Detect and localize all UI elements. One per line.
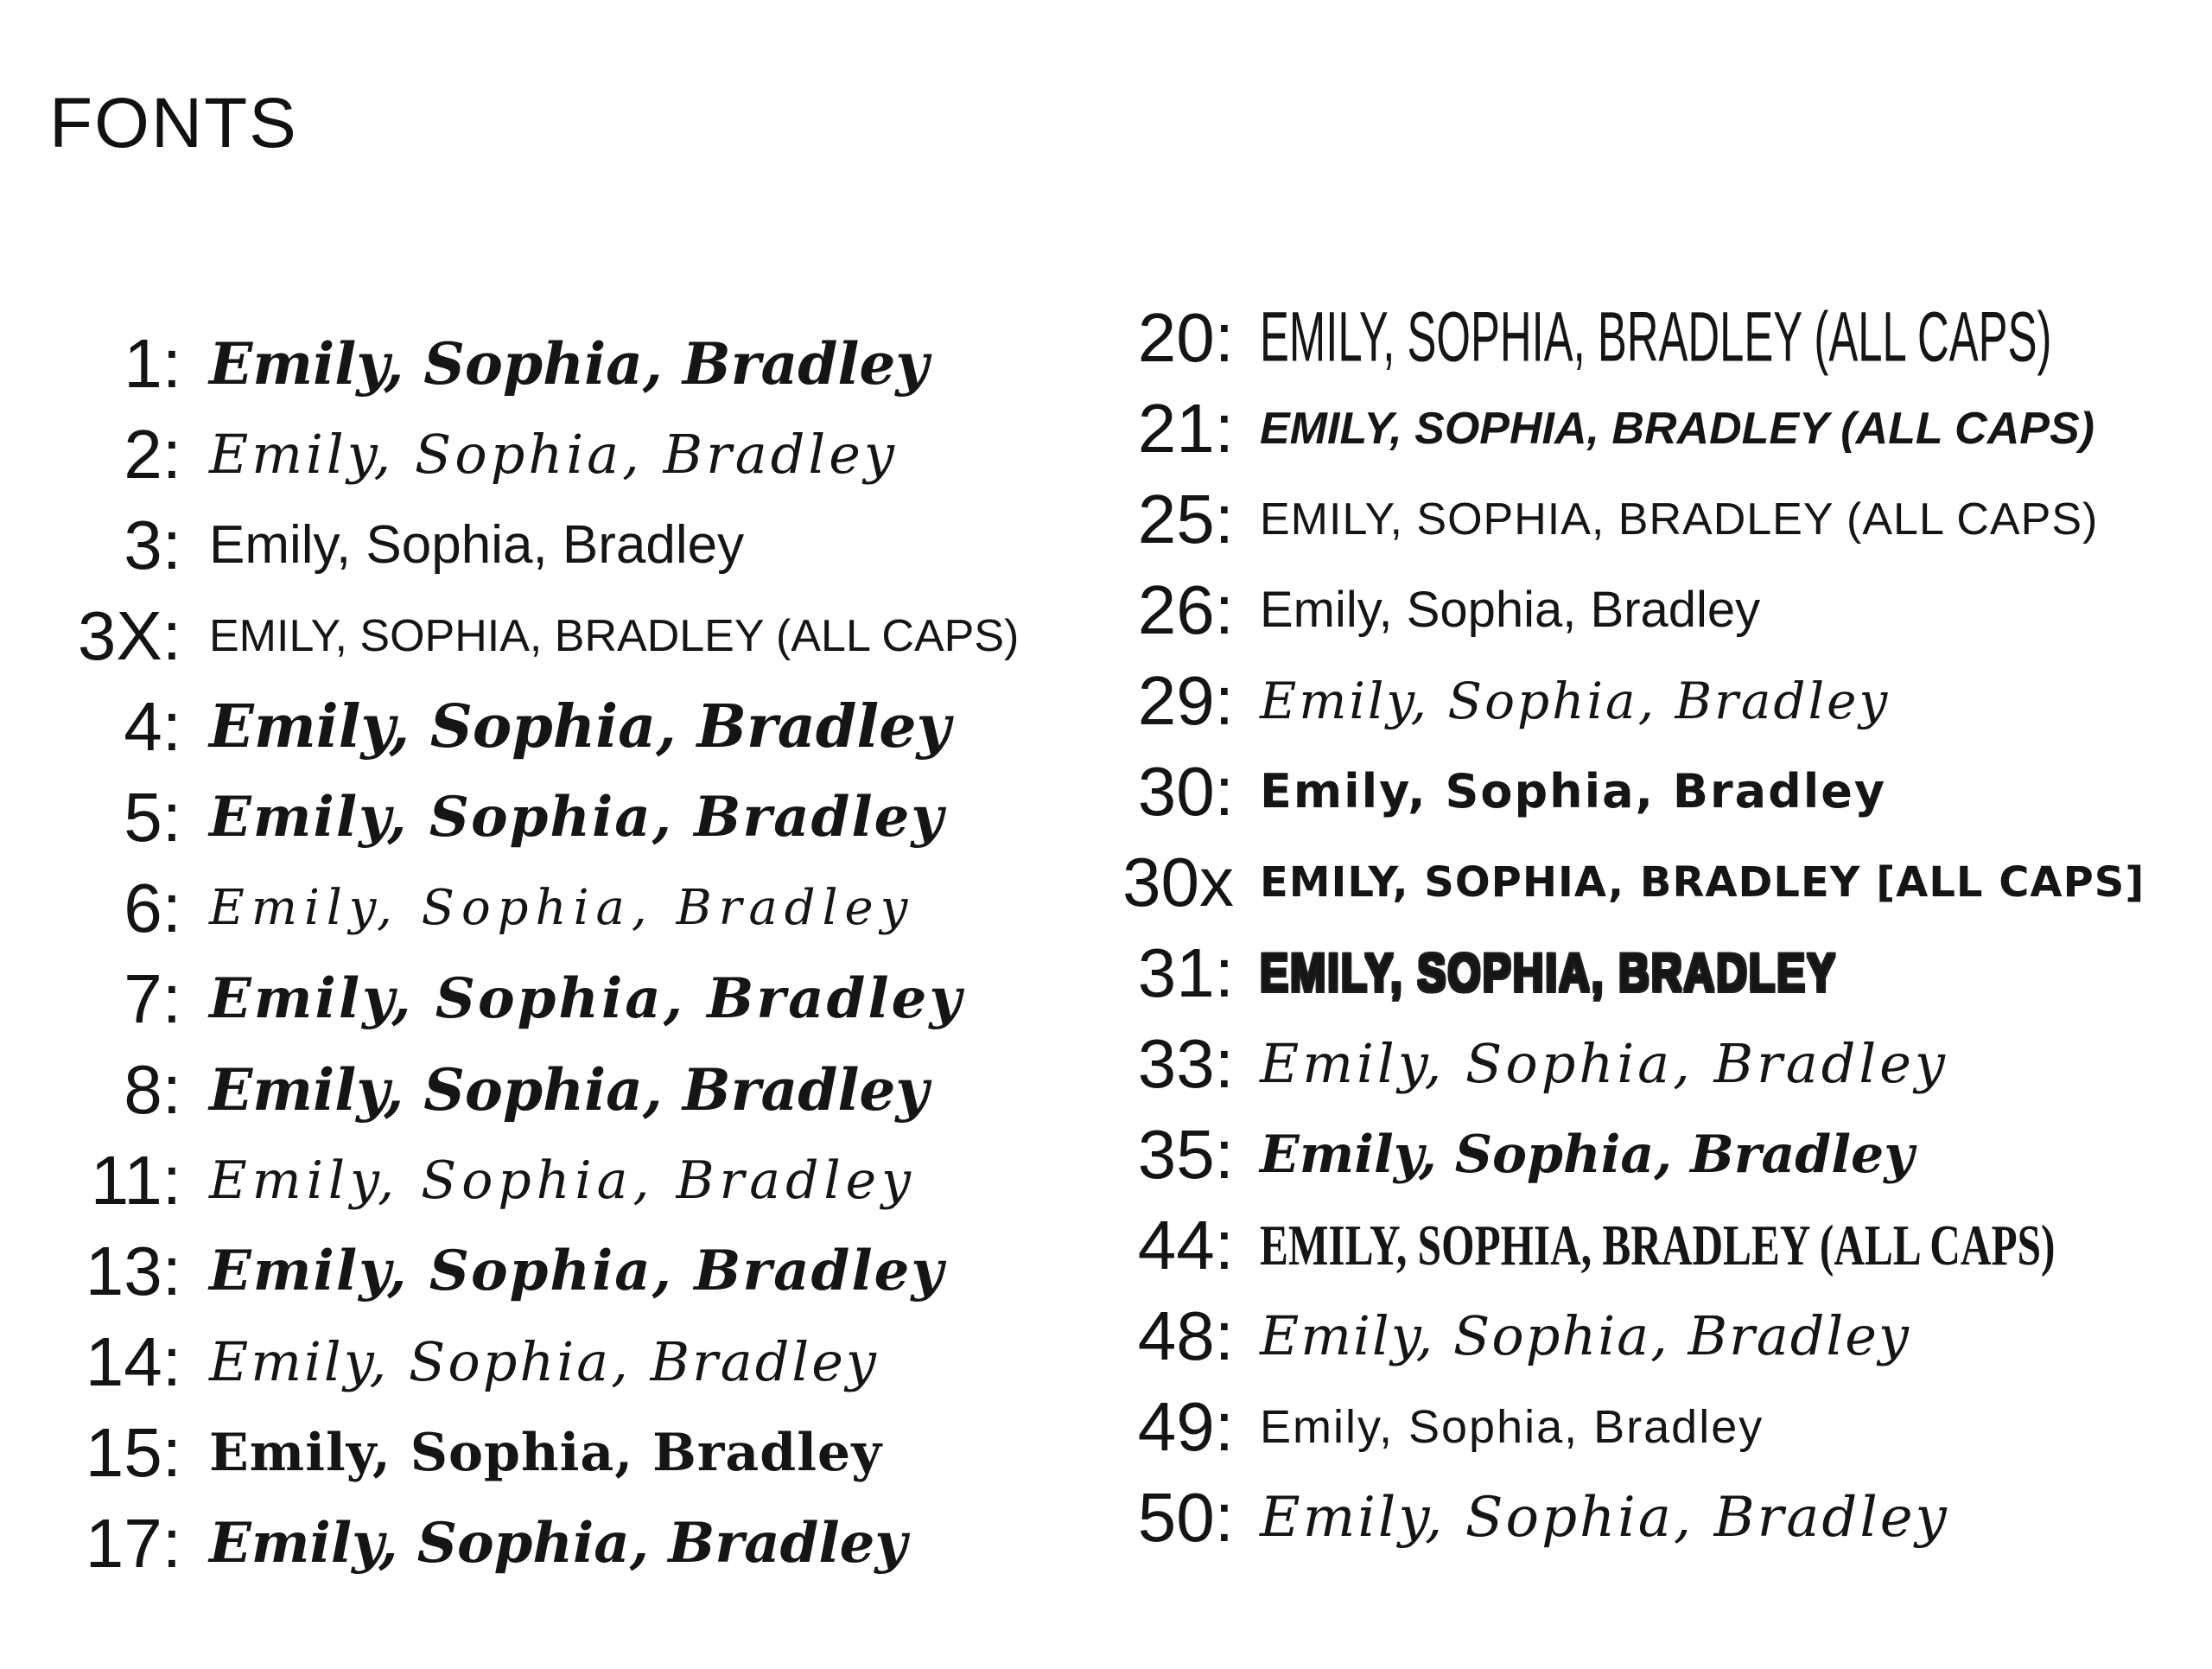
font-sample-text: Emily, Sophia, Bradley bbox=[209, 965, 964, 1031]
font-sample-text: Emily, Sophia, Bradley bbox=[1260, 1303, 1910, 1367]
font-sample-text: EMILY, SOPHIA, BRADLEY [ALL CAPS] bbox=[1260, 857, 2145, 907]
font-number: 50: bbox=[1137, 1478, 1234, 1556]
font-row-15 bbox=[35, 1407, 1071, 1498]
font-row-50 bbox=[1096, 1472, 2210, 1563]
font-number: 29: bbox=[1137, 661, 1234, 739]
font-sample-text: Emily, Sophia, Bradley bbox=[209, 422, 898, 486]
font-number: 8: bbox=[124, 1050, 181, 1128]
font-row-20 bbox=[1096, 292, 2210, 383]
font-sample-text: Emily, Sophia, Bradley bbox=[209, 879, 915, 936]
font-number: 30x bbox=[1122, 843, 1234, 920]
font-number: 13: bbox=[85, 1232, 181, 1309]
font-row-14 bbox=[35, 1316, 1071, 1407]
font-number: 31: bbox=[1137, 933, 1234, 1011]
font-sample-text: Emily, Sophia, Bradley bbox=[1260, 763, 1887, 819]
font-row-44 bbox=[1096, 1200, 2210, 1290]
font-number: 30: bbox=[1137, 752, 1234, 830]
font-number: 2: bbox=[124, 415, 181, 493]
font-row-13 bbox=[35, 1226, 1071, 1316]
font-sample-text: Emily, Sophia, Bradley bbox=[209, 784, 945, 850]
font-row-48 bbox=[1096, 1290, 2210, 1381]
font-row-21 bbox=[1096, 383, 2210, 474]
font-number: 5: bbox=[124, 778, 181, 856]
font-sample-text: Emily, Sophia, Bradley bbox=[1260, 1031, 1948, 1095]
font-row-25 bbox=[1096, 474, 2210, 564]
font-sample-text: Emily, Sophia, Bradley bbox=[209, 1510, 907, 1576]
font-sample-text: Emily, Sophia, Bradley bbox=[209, 1150, 917, 1211]
font-number: 3: bbox=[124, 506, 181, 583]
font-sample-text: EMILY, SOPHIA, BRADLEY (ALL CAPS) bbox=[1260, 297, 2052, 377]
font-number: 14: bbox=[85, 1322, 181, 1400]
font-number: 3X: bbox=[77, 596, 181, 674]
font-sample-text: Emily, Sophia, Bradley bbox=[1260, 1124, 1915, 1185]
font-number: 48: bbox=[1137, 1296, 1234, 1374]
font-row-17 bbox=[35, 1498, 1071, 1589]
font-number: 1: bbox=[124, 324, 181, 402]
font-row-33 bbox=[1096, 1018, 2210, 1109]
font-row-5 bbox=[35, 772, 1071, 863]
font-number: 7: bbox=[124, 959, 181, 1037]
font-number: 6: bbox=[124, 869, 181, 946]
font-sample-text: Emily, Sophia, Bradley bbox=[209, 1055, 929, 1124]
font-sample-text: EMILY, SOPHIA, BRADLEY bbox=[1260, 943, 1838, 1003]
font-row-3 bbox=[35, 500, 1071, 590]
font-column-right bbox=[1096, 292, 2210, 1563]
font-number: 26: bbox=[1137, 570, 1234, 648]
font-number: 17: bbox=[85, 1504, 181, 1582]
font-sample-text: EMILY, SOPHIA, BRADLEY (ALL CAPS) bbox=[1260, 403, 2094, 454]
font-row-30 bbox=[1096, 746, 2210, 837]
font-sample-text: Emily, Sophia, Bradley bbox=[209, 1422, 883, 1483]
font-row-29 bbox=[1096, 655, 2210, 746]
font-number: 25: bbox=[1137, 480, 1234, 557]
font-sample-text: Emily, Sophia, Bradley bbox=[209, 1329, 879, 1393]
font-number: 49: bbox=[1137, 1387, 1234, 1465]
font-sample-text: Emily, Sophia, Bradley bbox=[1260, 1485, 1949, 1550]
font-row-49 bbox=[1096, 1381, 2210, 1472]
font-row-31 bbox=[1096, 927, 2210, 1018]
font-number: 33: bbox=[1137, 1024, 1234, 1102]
font-number: 35: bbox=[1137, 1115, 1234, 1193]
font-sample-text: Emily, Sophia, Bradley bbox=[1260, 671, 1891, 730]
font-number: 4: bbox=[124, 687, 181, 765]
font-number: 44: bbox=[1137, 1206, 1234, 1284]
font-row-30x bbox=[1096, 837, 2210, 927]
font-number: 21: bbox=[1137, 389, 1234, 467]
page-title: FONTS bbox=[49, 84, 298, 162]
font-row-4 bbox=[35, 681, 1071, 772]
font-sample-text: Emily, Sophia, Bradley bbox=[209, 329, 929, 398]
font-number: 20: bbox=[1137, 298, 1234, 376]
font-row-1 bbox=[35, 318, 1071, 409]
font-column-left bbox=[35, 318, 1071, 1589]
font-row-11 bbox=[35, 1135, 1071, 1226]
font-sample-text: EMILY, SOPHIA, BRADLEY (ALL CAPS) bbox=[1260, 494, 2099, 545]
font-row-6 bbox=[35, 863, 1071, 953]
font-sample-text: Emily, Sophia, Bradley bbox=[209, 1238, 945, 1303]
font-sample-text: Emily, Sophia, Bradley bbox=[1260, 581, 1761, 638]
font-sample-text: Emily, Sophia, Bradley bbox=[209, 514, 745, 575]
font-row-8 bbox=[35, 1044, 1071, 1135]
font-row-35 bbox=[1096, 1109, 2210, 1200]
font-number: 11: bbox=[90, 1141, 181, 1219]
font-sample-text: Emily, Sophia, Bradley bbox=[1260, 1400, 1764, 1453]
font-number: 15: bbox=[85, 1413, 181, 1491]
font-sample-text: EMILY, SOPHIA, BRADLEY (ALL CAPS) bbox=[1260, 1212, 2056, 1277]
font-row-7 bbox=[35, 953, 1071, 1044]
font-row-26 bbox=[1096, 564, 2210, 655]
font-sample-text: Emily, Sophia, Bradley bbox=[209, 691, 951, 761]
font-row-3x bbox=[35, 590, 1071, 681]
font-row-2 bbox=[35, 409, 1071, 500]
font-sample-text: EMILY, SOPHIA, BRADLEY (ALL CAPS) bbox=[209, 610, 1020, 661]
